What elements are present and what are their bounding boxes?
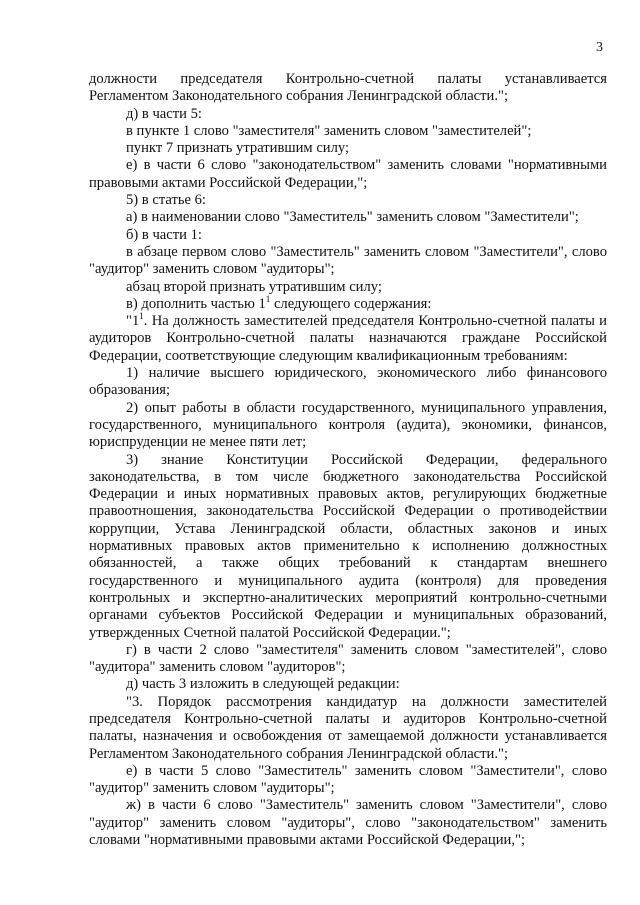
paragraph: в абзаце первом слово "Заместитель" заменить словом "Заместители", слово "аудитор" заменить словом "аудиторы";	[89, 243, 607, 278]
superscript: 1	[139, 311, 144, 322]
paragraph: д) часть 3 изложить в следующей редакции:	[126, 676, 400, 693]
paragraph: в) дополнить частью $1^1$ следующего содержания:	[126, 293, 432, 312]
paragraph: абзац второй признать утратившим силу;	[126, 278, 382, 295]
paragraph: г) в части 2 слово "заместителя" заменить словом "заместителей", слово "аудитора" заменить словом "аудиторов";	[89, 641, 607, 676]
paragraph: 3) знание Конституции Российской Федерации, федерального законодательства, в том числе бюджетного законодательства Российской Федерации и иных нормативных правовых актов, регулирующих бюджетные правоотношения, законодательства Российской Федерации о противодействии коррупции, Устава Ленинградской области, областных законов и иных нормативных правовых актов применительно к исполнению должностных обязанностей, а также общих требований к стандартам внешнего государственного и муниципального аудита (контроля) для проведения контрольных и экспертно-аналитических мероприятий контрольно-счетными органами субъектов Российской Федерации и муниципальных образований, утвержденных Счетной палатой Российской Федерации.";	[89, 451, 607, 641]
paragraph: "3. Порядок рассмотрения кандидатур на должности заместителей председателя Контрольно-счетной палаты и аудиторов Контрольно-счетной палаты, назначения и освобождения от замещаемой должности устанавливается Регламентом Законодательного собрания Ленинградской области.";	[89, 693, 607, 762]
paragraph: в пункте 1 слово "заместителя" заменить словом "заместителей";	[126, 122, 532, 139]
paragraph: д) в части 5:	[126, 105, 202, 122]
paragraph: е) в части 5 слово "Заместитель" заменить словом "Заместители", слово "аудитор" заменить словом "аудиторы";	[89, 762, 607, 797]
paragraph: б) в части 1:	[126, 226, 202, 243]
paragraph: 5) в статье 6:	[126, 192, 206, 209]
paragraph: пункт 7 признать утратившим силу;	[126, 140, 350, 157]
paragraph: е) в части 6 слово "законодательством" заменить словами "нормативными правовыми актами Российской Федерации,";	[89, 157, 607, 191]
paragraph: "$1^1$. На должность заместителей председателя Контрольно-счетной палаты и аудиторов Контрольно-счетной палаты назначаются граждане Российской Федерации, соответствующие следующим квалификационным требованиям:	[89, 311, 607, 364]
paragraph: а) в наименовании слово "Заместитель" заменить словом "Заместители";	[126, 209, 579, 226]
paragraph: 2) опыт работы в области государственного, муниципального управления, государственного, муниципального контроля (аудита), экономики, финансов, юриспруденции не менее пяти лет;	[89, 399, 607, 451]
document-body	[89, 71, 607, 849]
paragraph: 1) наличие высшего юридического, экономического либо финансового образования;	[89, 365, 607, 399]
paragraph: ж) в части 6 слово "Заместитель" заменить словом "Заместители", слово "аудитор" заменить словом "аудиторы", слово "законодательством" заменить словами "нормативными правовыми актами Российской Федерации,";	[89, 797, 607, 849]
paragraph: должности председателя Контрольно-счетной палаты устанавливается Регламентом Законодательного собрания Ленинградской области.";	[89, 71, 607, 105]
page-number: 3	[596, 40, 603, 55]
superscript: 1	[265, 293, 271, 304]
